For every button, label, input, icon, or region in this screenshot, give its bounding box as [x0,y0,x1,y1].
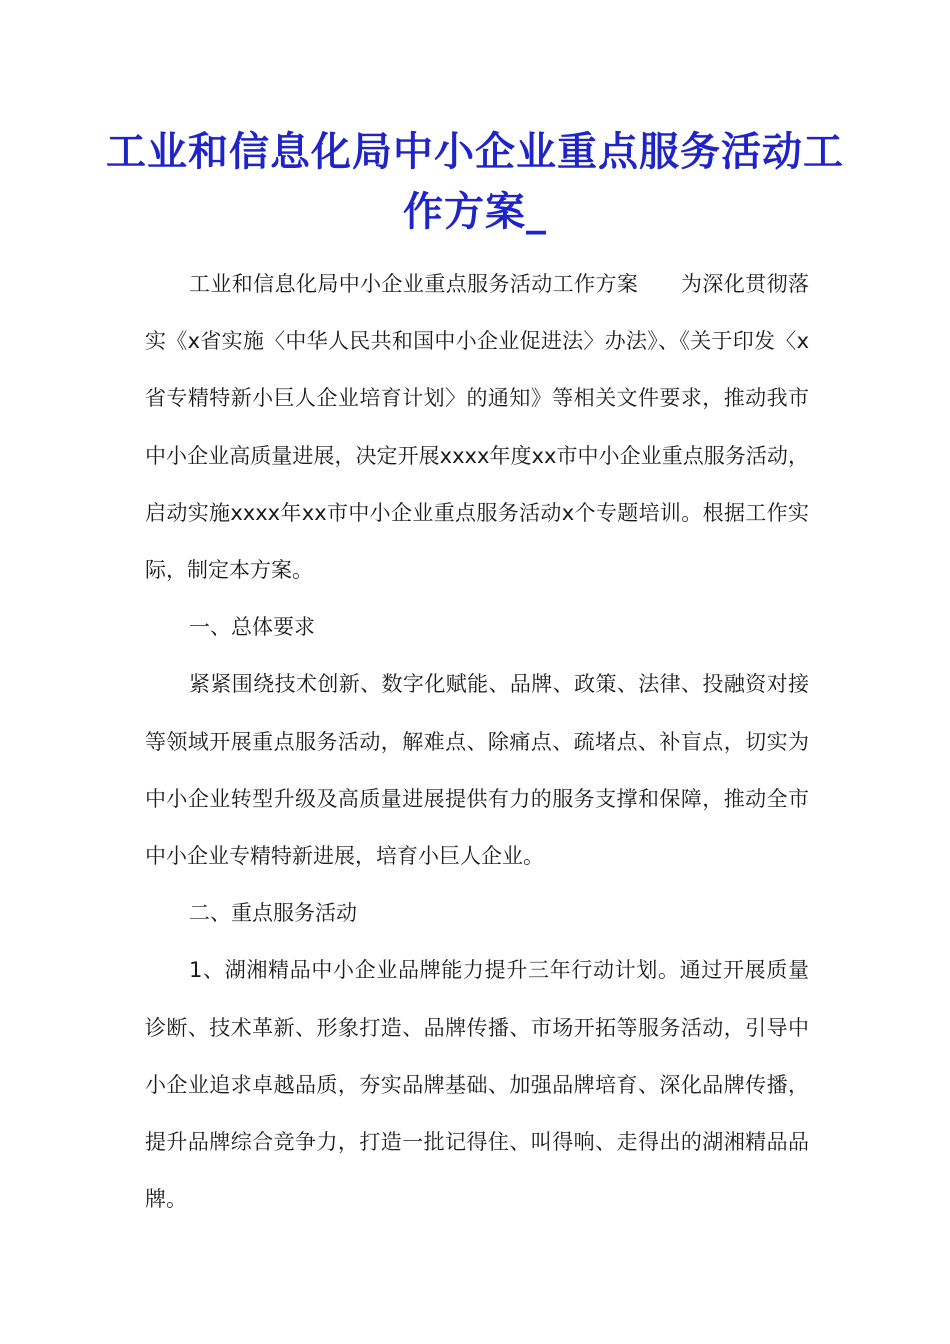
paragraph-activity-1: 1、湖湘精品中小企业品牌能力提升三年行动计划。通过开展质量诊断、技术革新、形象打造、品牌传播、市场开拓等服务活动，引导中小企业追求卓越品质，夯实品牌基础、加强品牌培育、深化品牌传播，提升品牌综合竞争力，打造一批记得住、叫得响、走得出的湖湘精品品牌。 [145,958,809,1212]
document-body [145,256,809,1228]
section-heading-overall-requirements: 一、总体要求 [189,615,315,640]
paragraph-overall-requirements: 紧紧围绕技术创新、数字化赋能、品牌、政策、法律、投融资对接等领域开展重点服务活动，解难点、除痛点、疏堵点、补盲点，切实为中小企业转型升级及高质量进展提供有力的服务支撑和保障，推动全市中小企业专精特新进展，培育小巨人企业。 [145,672,809,869]
document-title: 工业和信息化局中小企业重点服务活动工作方案_ [106,128,844,235]
section-heading-key-service-activities: 二、重点服务活动 [189,901,357,926]
paragraph-intro: 工业和信息化局中小企业重点服务活动工作方案 为深化贯彻落实《x省实施〈中华人民共和国中小企业促进法〉办法》、《关于印发〈x省专精特新小巨人企业培育计划〉的通知》等相关文件要求，推动我市中小企业高质量进展，决定开展xxxx年度xx市中小企业重点服务活动，启动实施xxxx年xx市中小企业重点服务活动x个专题培训。根据工作实际，制定本方案。 [145,272,809,583]
